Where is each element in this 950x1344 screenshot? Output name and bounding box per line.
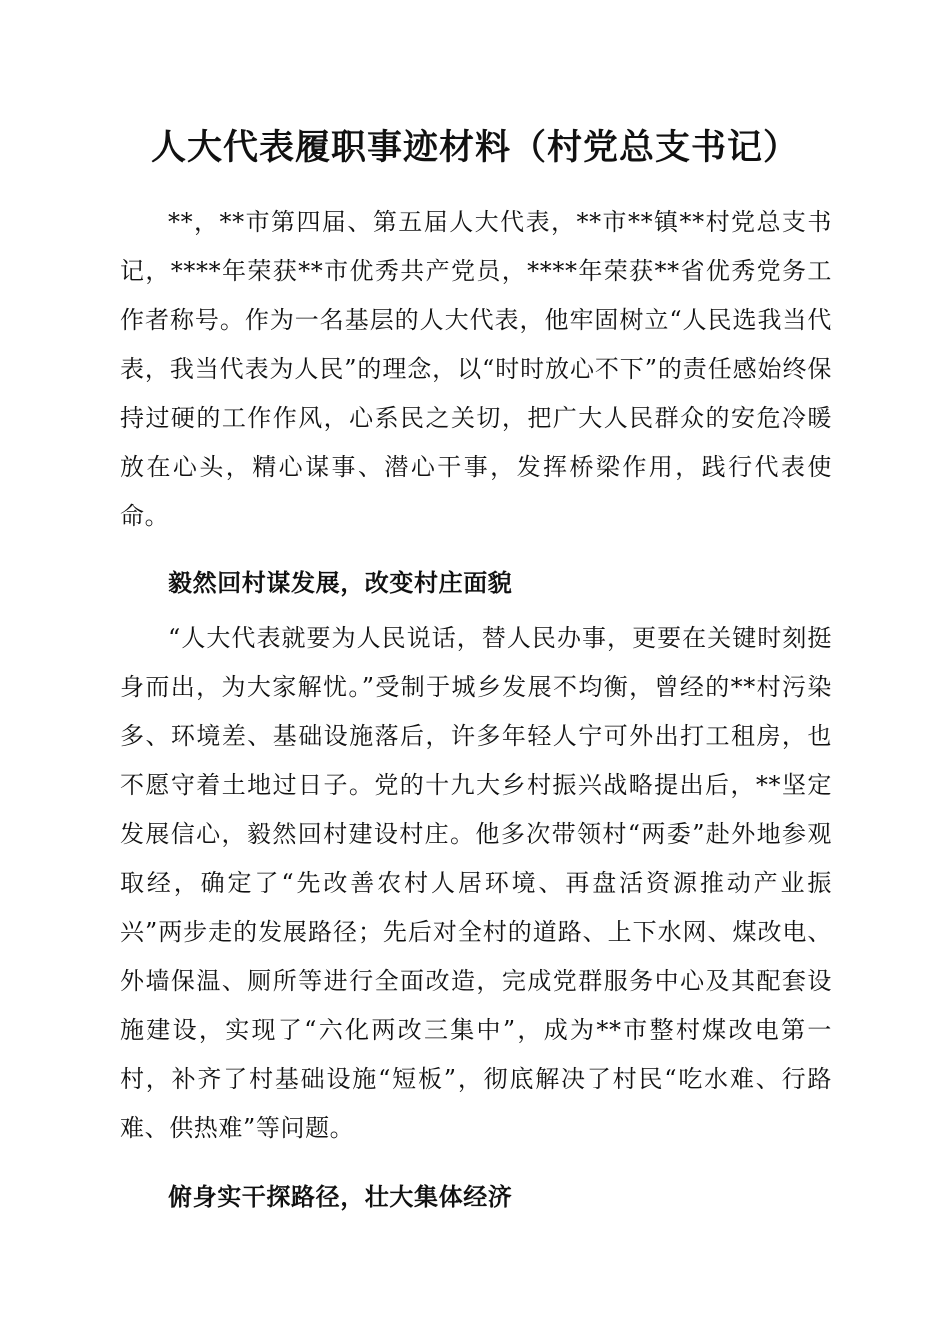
body-paragraph-intro: **，**市第四届、第五届人大代表，**市**镇**村党总支书记，****年荣获**市优秀共产党员，****年荣获**省优秀党务工作者称号。作为一名基层的人大代表，他牢固树立“人民选我当代表，我当代表为人民”的理念，以“时时放心不下”的责任感始终保持过硬的工作作风，心系民之关切，把广大人民群众的安危冷暖放在心头，精心谋事、潜心干事，发挥桥梁作用，践行代表使命。 — [120, 208, 832, 530]
section-heading-1: 毅然回村谋发展，改变村庄面貌 — [168, 568, 513, 597]
section-heading-2: 俯身实干探路径，壮大集体经济 — [168, 1182, 513, 1211]
document-title: 人大代表履职事迹材料（村党总支书记） — [150, 127, 799, 168]
body-paragraph-section-1: “人大代表就要为人民说话，替人民办事，更要在关键时刻挺身而出，为大家解忧。”受制于城乡发展不均衡，曾经的**村污染多、环境差、基础设施落后，许多年轻人宁可外出打工租房，也不愿守着土地过日子。党的十九大乡村振兴战略提出后，**坚定发展信心，毅然回村建设村庄。他多次带领村“两委”赴外地参观取经，确定了“先改善农村人居环境、再盘活资源推动产业振兴”两步走的发展路径；先后对全村的道路、上下水网、煤改电、外墙保温、厕所等进行全面改造，完成党群服务中心及其配套设施建设，实现了“六化两改三集中”，成为**市整村煤改电第一村，补齐了村基础设施“短板”，彻底解决了村民“吃水难、行路难、供热难”等问题。 — [120, 624, 832, 1142]
